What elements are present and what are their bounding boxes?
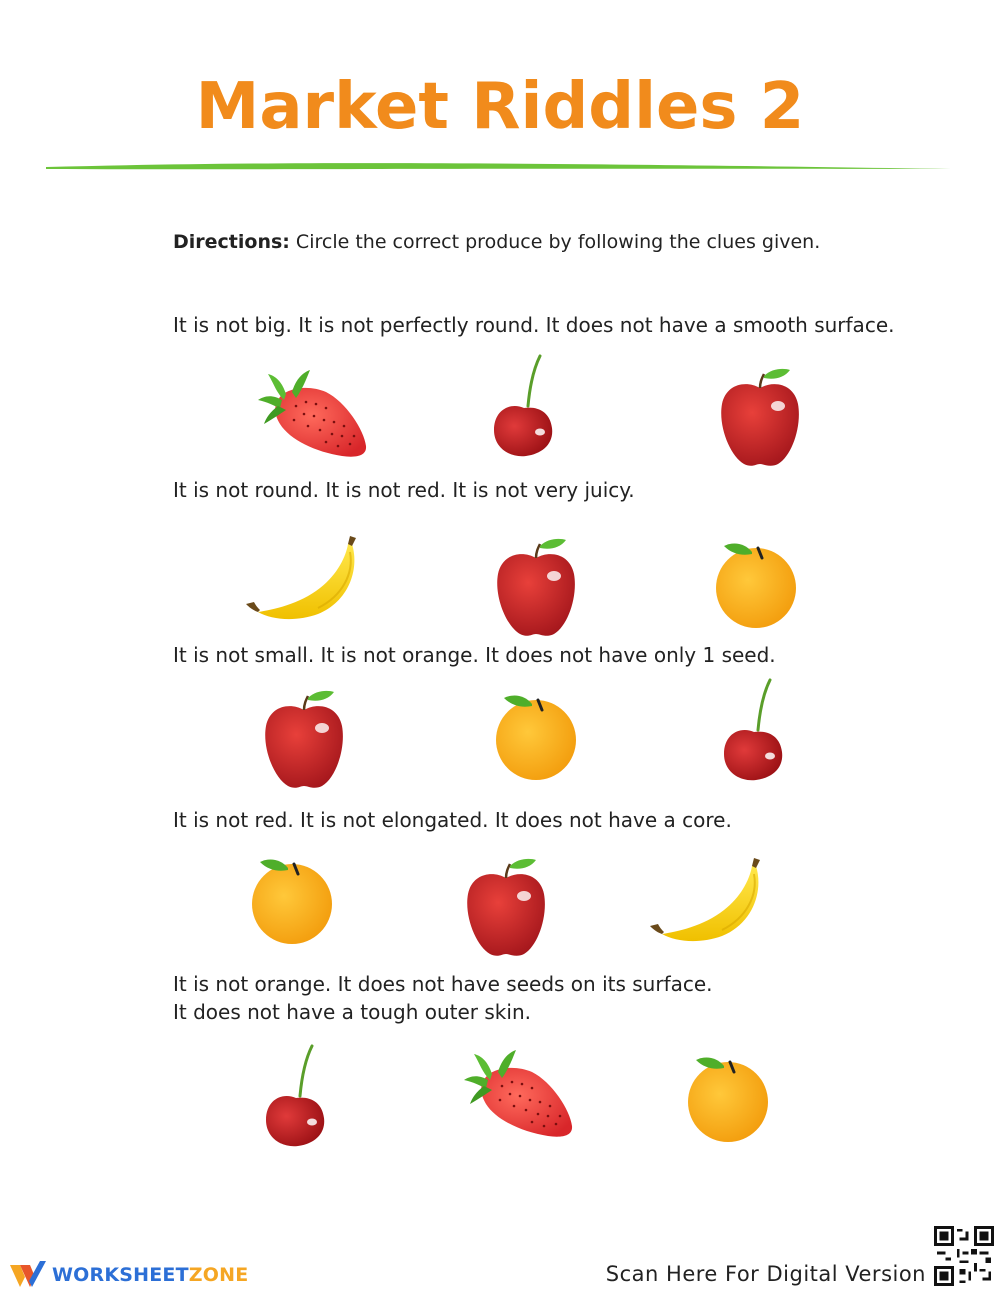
orange-icon[interactable] — [472, 680, 602, 790]
cherry-icon[interactable] — [690, 678, 820, 788]
brand-part-1: WORKSHEET — [52, 1264, 189, 1286]
riddle-2-clue: It is not round. It is not red. It is not very juicy. — [173, 478, 635, 502]
apple-icon[interactable] — [442, 854, 572, 964]
title-underline — [46, 158, 951, 178]
apple-icon[interactable] — [696, 364, 826, 474]
worksheetzone-logo-text — [52, 1264, 248, 1286]
orange-icon[interactable] — [664, 1042, 794, 1152]
cherry-icon[interactable] — [232, 1044, 362, 1154]
apple-icon[interactable] — [240, 686, 370, 796]
orange-icon[interactable] — [228, 844, 358, 954]
riddle-5-clue-line-2: It does not have a tough outer skin. — [173, 1000, 531, 1024]
brand-part-2: ZONE — [188, 1264, 249, 1286]
worksheetzone-logo[interactable] — [8, 1258, 248, 1292]
riddle-4-clue: It is not red. It is not elongated. It does not have a core. — [173, 808, 732, 832]
strawberry-icon[interactable] — [452, 1040, 582, 1150]
banana-icon[interactable] — [242, 530, 372, 640]
scan-digital-version-text: Scan Here For Digital Version — [605, 1262, 926, 1286]
apple-icon[interactable] — [472, 534, 602, 644]
directions — [173, 231, 820, 253]
strawberry-icon[interactable] — [246, 360, 376, 470]
riddle-5-clue-line-1: It is not orange. It does not have seeds on its surface. — [173, 972, 713, 996]
orange-icon[interactable] — [692, 528, 822, 638]
qr-code-icon[interactable] — [934, 1226, 994, 1286]
banana-icon[interactable] — [646, 852, 776, 962]
directions-text: Circle the correct produce by following the clues given. — [289, 231, 821, 253]
riddle-1-clue: It is not big. It is not perfectly round. It does not have a smooth surface. — [173, 313, 895, 337]
page-title: Market Riddles 2 — [195, 70, 805, 144]
cherry-icon[interactable] — [460, 354, 590, 464]
worksheetzone-logo-icon — [8, 1259, 48, 1291]
directions-label: Directions: — [173, 231, 290, 253]
riddle-3-clue: It is not small. It is not orange. It does not have only 1 seed. — [173, 643, 776, 667]
